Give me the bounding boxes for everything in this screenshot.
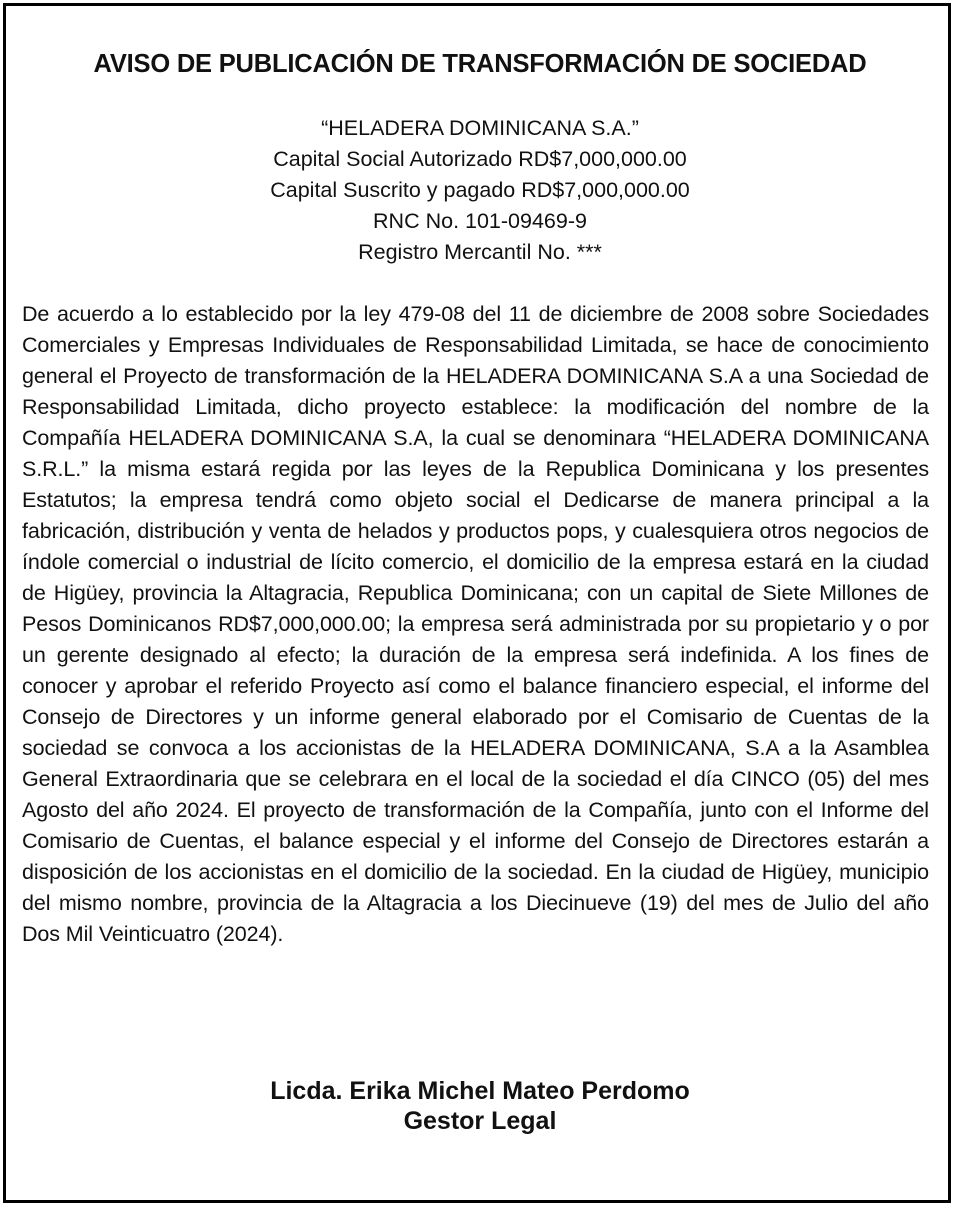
authorized-capital: Capital Social Autorizado RD$7,000,000.00 [273,147,687,171]
notice-body: De acuerdo a lo establecido por la ley 479-08 del 11 de diciembre de 2008 sobre Sociedades Comerciales y Empresas Individuales de Responsabilidad Limitada, se hace de conocimiento general el Proyecto de transformación de la HELADERA DOMINICANA S.A a una Sociedad de Responsabilidad Limitada, dicho proyecto establece: la modificación del nombre de la Compañía HELADERA DOMINICANA S.A, la cual se denominara “HELADERA DOMINICANA S.R.L.” la misma estará regida por las leyes de la Republica Dominicana y los presentes Estatutos; la empresa tendrá como objeto social el Dedicarse de manera principal a la fabricación, distribución y venta de helados y productos pops, y cualesquiera otros negocios de índole comercial o industrial de lícito comercio, el domicilio de la empresa estará en la ciudad de Higüey, provincia la Altagracia, Republica Dominicana; con un capital de Siete Millones de Pesos Dominicanos RD$7,000,000.00; la empresa será administrada por su propietario y o por un gerente designado al efecto; la duración de la empresa será indefinida. A los fines de conocer y aprobar el referido Proyecto así como el balance financiero especial, el informe del Consejo de Directores y un informe general elaborado por el Comisario de Cuentas de la sociedad se convoca a los accionistas de la HELADERA DOMINICANA, S.A a la Asamblea General Extraordinaria que se celebrara en el local de la sociedad el día CINCO (05) del mes Agosto del año 2024. El proyecto de transformación de la Compañía, junto con el Informe del Comisario de Cuentas, el balance especial y el informe del Consejo de Directores estarán a disposición de los accionistas en el domicilio de la sociedad. En la ciudad de Higüey, municipio del mismo nombre, provincia de la Altagracia a los Diecinueve (19) del mes de Julio del año Dos Mil Veinticuatro (2024). [22,302,929,946]
company-name: “HELADERA DOMINICANA S.A.” [321,116,639,140]
company-details [6,113,954,268]
signature-block [6,1076,954,1136]
signatory-role: Gestor Legal [403,1107,557,1135]
signatory-name: Licda. Erika Michel Mateo Perdomo [270,1077,690,1105]
paid-capital: Capital Suscrito y pagado RD$7,000,000.00 [270,178,690,202]
mercantile-registry: Registro Mercantil No. *** [358,240,602,264]
notice-title: AVISO DE PUBLICACIÓN DE TRANSFORMACIÓN DE SOCIEDAD [93,50,867,78]
notice-frame [3,3,951,1203]
rnc-number: RNC No. 101-09469-9 [373,209,587,233]
